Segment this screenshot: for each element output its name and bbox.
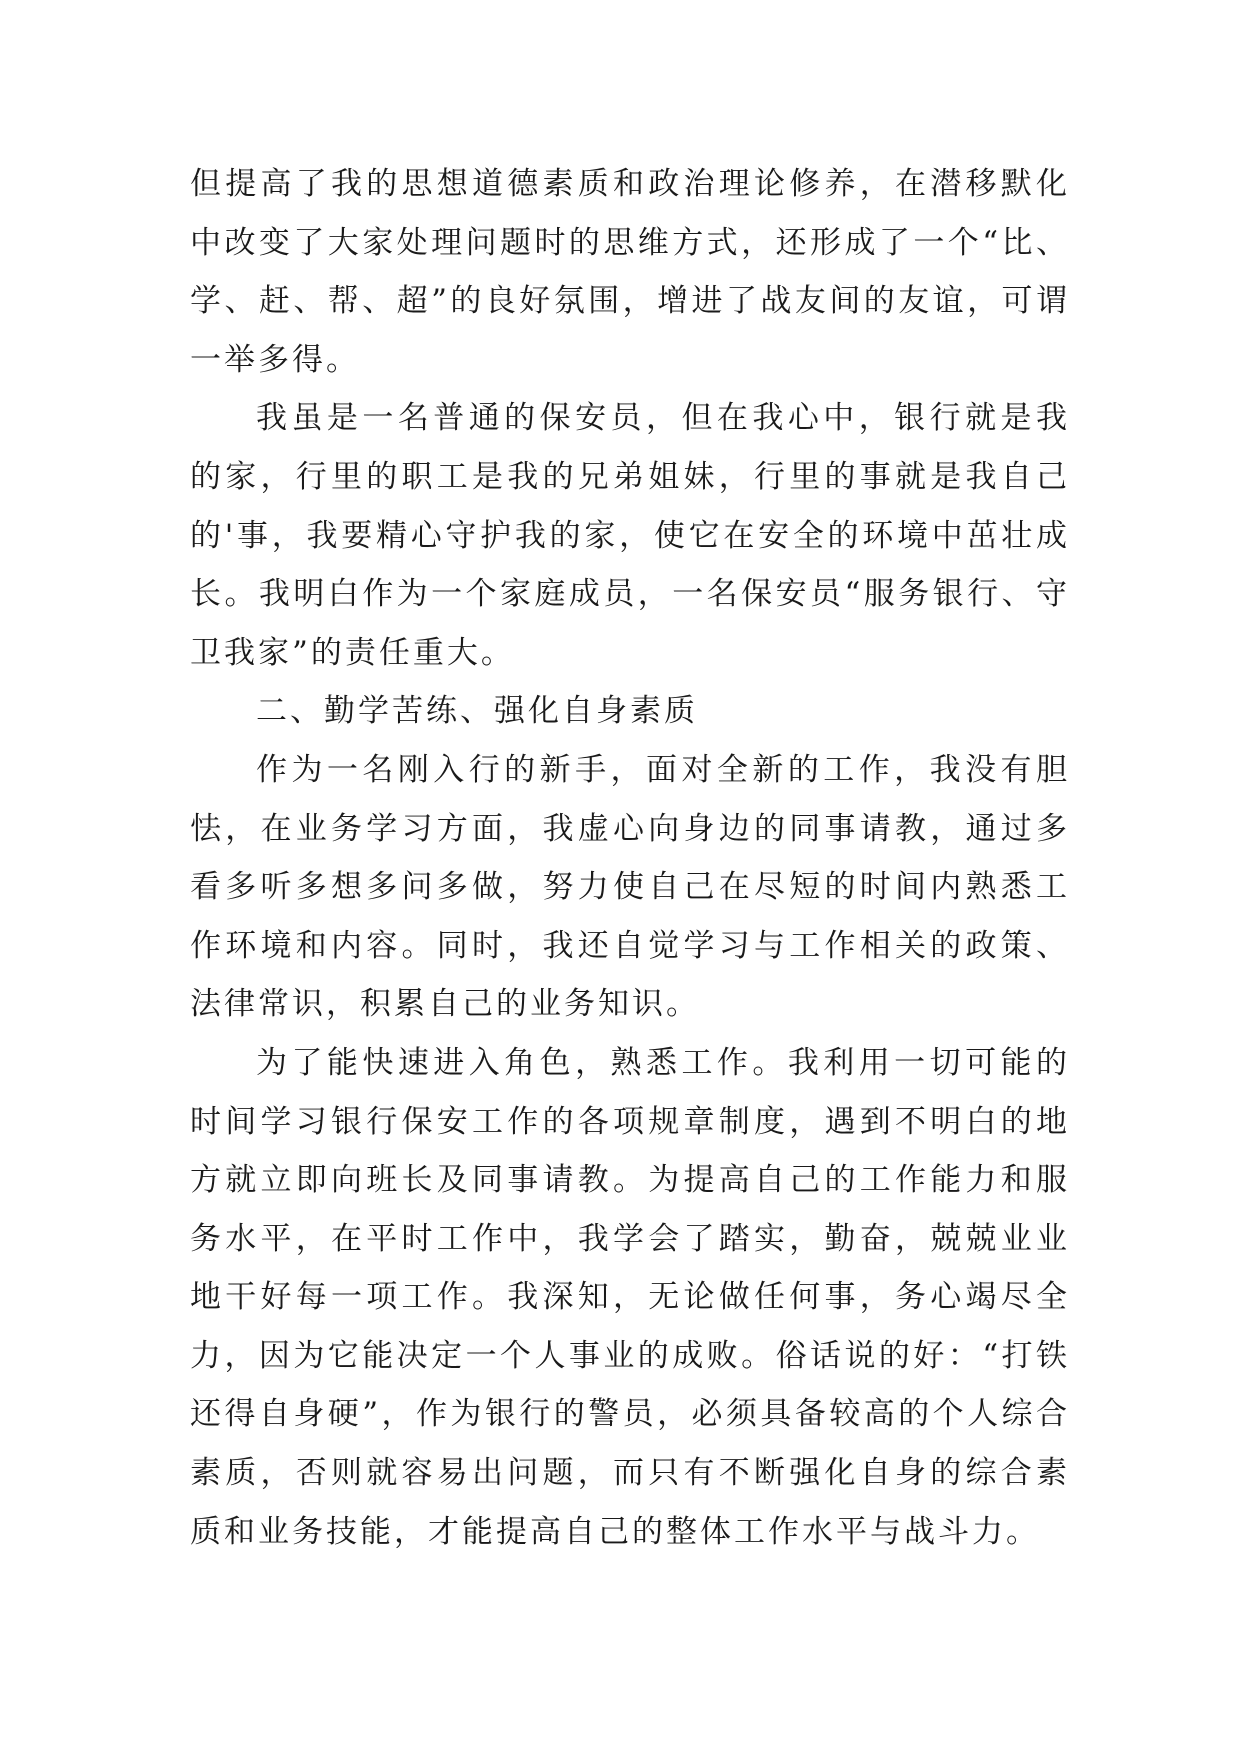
paragraph-4: 为了能快速进入角色，熟悉工作。我利用一切可能的时间学习银行保安工作的各项规章制度，遇到不明白的地方就立即向班长及同事请教。为提高自己的工作能力和服务水平，在平时工作中，我学会了踏实，勤奋，兢兢业业地干好每一项工作。我深知，无论做任何事，务心竭尽全力，因为它能决定一个人事业的成败。俗话说的好：“打铁还得自身硬”，作为银行的警员，必须具备较高的个人综合素质，否则就容易出问题，而只有不断强化自身的综合素质和业务技能，才能提高自己的整体工作水平与战斗力。	[190, 1044, 1070, 1550]
document-body	[190, 155, 1070, 1561]
paragraph-1: 但提高了我的思想道德素质和政治理论修养，在潜移默化中改变了大家处理问题时的思维方式，还形成了一个“比、学、赶、帮、超”的良好氛围，增进了战友间的友谊，可谓一举多得。	[190, 166, 1070, 378]
section-heading: 二、勤学苦练、强化自身素质	[256, 693, 698, 730]
paragraph-3: 作为一名刚入行的新手，面对全新的工作，我没有胆怯，在业务学习方面，我虚心向身边的同事请教，通过多看多听多想多问多做，努力使自己在尽短的时间内熟悉工作环境和内容。同时，我还自觉学习与工作相关的政策、法律常识，积累自己的业务知识。	[190, 751, 1070, 1023]
paragraph-2: 我虽是一名普通的保安员，但在我心中，银行就是我的家，行里的职工是我的兄弟姐妹，行里的事就是我自己的'事，我要精心守护我的家，使它在安全的环境中茁壮成长。我明白作为一个家庭成员，一名保安员“服务银行、守卫我家”的责任重大。	[190, 400, 1070, 671]
